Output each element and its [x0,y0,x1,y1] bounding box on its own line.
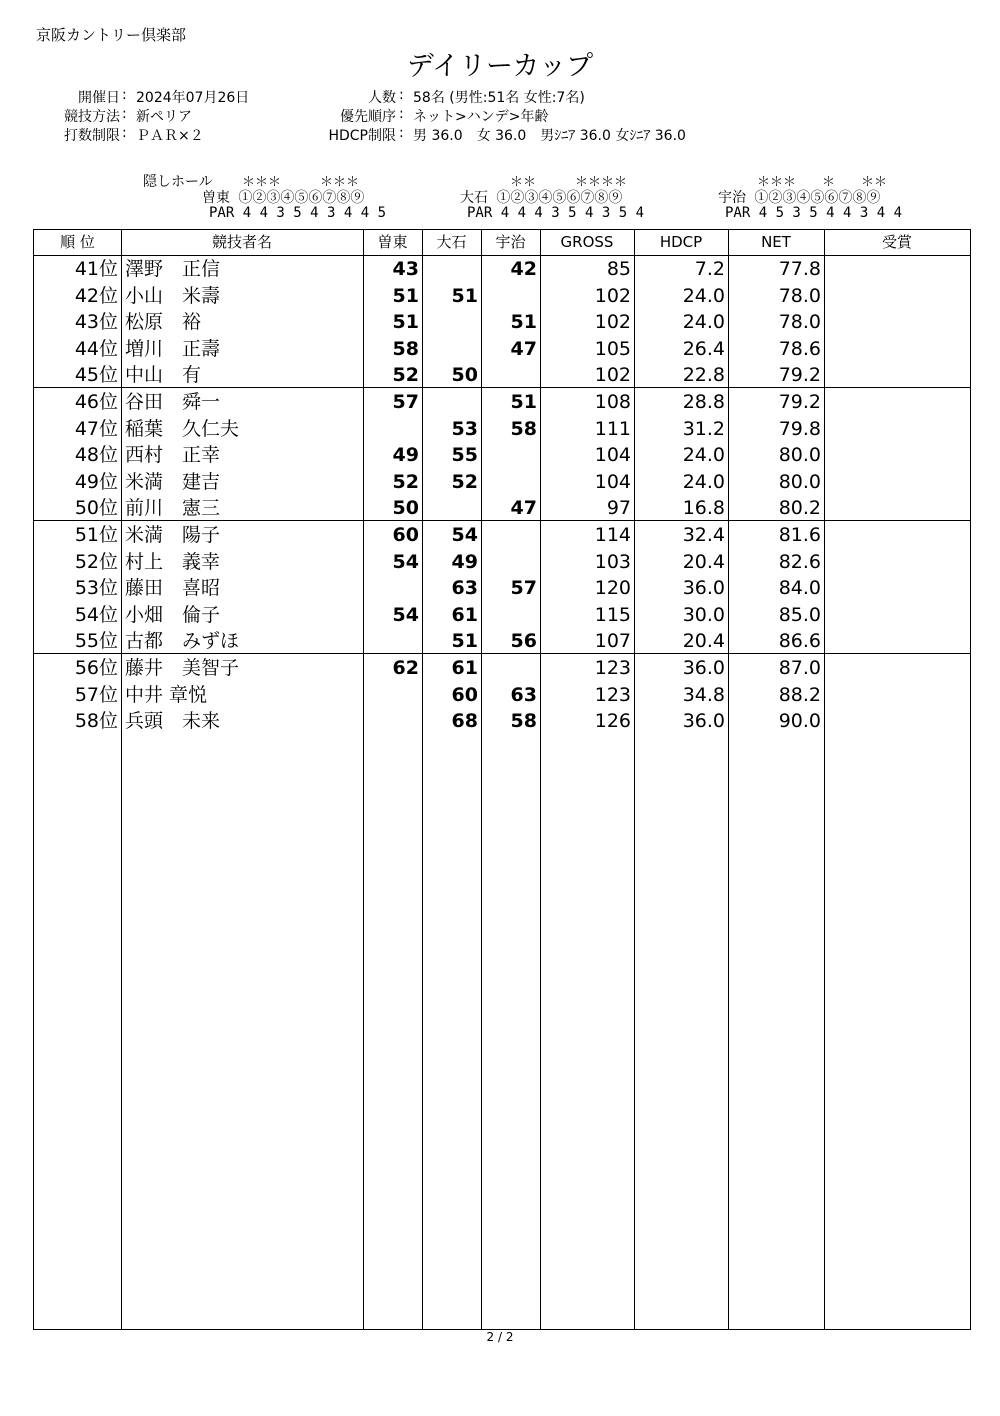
header-player-name: 競技者名 [211,233,272,251]
gross-cell: 104 [594,444,631,467]
results-table [33,229,971,1330]
net-cell: 86.6 [778,630,821,653]
player-name-cell: 澤野 正信 [125,258,221,280]
soto-score-cell: 62 [392,657,419,680]
oishi-score-cell: 50 [451,364,478,386]
rank-cell: 58位 [74,710,118,733]
uji-score-cell: 57 [510,577,537,600]
net-cell: 87.0 [778,657,821,680]
net-cell: 79.8 [778,417,821,440]
soto-score-cell: 51 [392,284,419,307]
net-cell: 78.0 [778,284,821,307]
soto-score-cell: 49 [392,444,419,467]
header-award: 受賞 [881,233,912,251]
net-cell: 77.8 [778,258,821,280]
info-label-hdcp: HDCP制限 [328,128,396,144]
hdcp-cell: 24.0 [682,311,725,333]
rank-cell: 51位 [74,524,118,547]
course-line-uji: 宇治 ①②③④⑤⑥⑦⑧⑨ [718,190,881,206]
uji-score-cell: 47 [510,497,537,520]
player-name-cell: 中井 章悦 [125,683,208,706]
rank-cell: 42位 [74,284,118,307]
hdcp-cell: 24.0 [682,470,725,493]
gross-cell: 103 [594,550,631,573]
info-label-limit: 打数制限 [64,128,120,144]
soto-score-cell: 60 [392,524,419,547]
uji-score-cell: 58 [510,417,537,440]
info-label-method: 競技方法 [64,109,120,125]
gross-cell: 105 [594,337,631,360]
net-cell: 80.2 [778,497,821,520]
gross-cell: 114 [594,524,631,547]
gross-cell: 102 [594,364,631,386]
net-cell: 80.0 [778,444,821,467]
table-row [34,575,970,602]
soto-score-cell: 50 [392,497,419,520]
hdcp-cell: 36.0 [682,657,725,680]
hdcp-cell: 24.0 [682,444,725,467]
gross-cell: 115 [594,603,631,626]
rank-cell: 47位 [74,417,118,440]
player-name-cell: 米満 建吉 [125,470,221,493]
player-name-cell: 前川 憲三 [125,497,221,520]
rank-cell: 46位 [74,391,118,414]
club-name: 京阪カントリー倶楽部 [36,26,187,44]
oishi-score-cell: 68 [451,710,478,733]
rank-cell: 55位 [74,630,118,653]
uji-score-cell: 51 [510,391,537,414]
net-cell: 80.0 [778,470,821,493]
table-row [34,256,970,283]
table-row [34,628,970,655]
net-cell: 82.6 [778,550,821,573]
rank-cell: 41位 [74,258,118,280]
info-value-count: 58名 (男性:51名 女性:7名) [413,90,585,106]
page-number: 2 / 2 [486,1330,514,1344]
rank-cell: 53位 [74,577,118,600]
gross-cell: 120 [594,577,631,600]
net-cell: 88.2 [778,683,821,706]
uji-score-cell: 47 [510,337,537,360]
course-line-oishi: 大石 ①②③④⑤⑥⑦⑧⑨ [460,190,623,206]
oishi-score-cell: 49 [451,550,478,573]
header-hdcp: HDCP [659,233,703,251]
soto-score-cell: 43 [392,258,419,280]
gross-cell: 111 [594,417,631,440]
rank-cell: 56位 [74,657,118,680]
soto-score-cell: 52 [392,470,419,493]
hdcp-cell: 28.8 [682,391,725,414]
net-cell: 85.0 [778,603,821,626]
hdcp-cell: 36.0 [682,710,725,733]
hdcp-cell: 36.0 [682,577,725,600]
player-name-cell: 松原 裕 [125,311,202,333]
gross-cell: 123 [594,683,631,706]
table-row [34,416,970,443]
info-colon: : [122,87,127,103]
player-name-cell: 谷田 舜一 [125,391,221,414]
player-name-cell: 村上 義幸 [125,550,221,573]
table-row [34,309,970,336]
info-label-priority: 優先順序 [340,109,396,125]
hdcp-cell: 26.4 [682,337,725,360]
table-row [34,602,970,629]
oishi-score-cell: 53 [451,417,478,440]
hidden-holes-label: 隠しホール [143,174,213,190]
info-colon: : [399,106,404,122]
header-soto: 曽東 [377,233,408,251]
hidden-marks-oishi: ＊＊ ＊＊＊＊ [497,175,628,190]
table-row [34,708,970,735]
rank-cell: 44位 [74,337,118,360]
net-cell: 81.6 [778,524,821,547]
hdcp-cell: 32.4 [682,524,725,547]
info-value-limit: ＰＡＲ×２ [136,128,204,144]
gross-cell: 97 [606,497,631,520]
course-line-soto: 曽東 ①②③④⑤⑥⑦⑧⑨ [202,190,365,206]
player-name-cell: 古都 みずほ [125,630,240,653]
uji-score-cell: 58 [510,710,537,733]
header-oishi: 大石 [436,233,467,251]
info-colon: : [122,125,127,141]
info-colon: : [122,106,127,122]
net-cell: 78.6 [778,337,821,360]
oishi-score-cell: 63 [451,577,478,600]
oishi-score-cell: 51 [451,630,478,653]
soto-score-cell: 54 [392,603,419,626]
player-name-cell: 藤田 喜昭 [125,577,221,600]
info-value-method: 新ペリア [136,109,192,125]
table-row [34,495,970,522]
soto-score-cell: 54 [392,550,419,573]
table-row [34,522,970,549]
gross-cell: 85 [606,258,631,280]
info-value-priority: ネット>ハンデ>年齢 [413,109,549,125]
gross-cell: 126 [594,710,631,733]
player-name-cell: 西村 正幸 [125,444,221,467]
player-name-cell: 小山 米壽 [125,284,221,307]
rank-cell: 48位 [74,444,118,467]
table-row [34,682,970,709]
header-uji: 宇治 [495,233,526,251]
rank-cell: 43位 [74,311,118,333]
rank-cell: 49位 [74,470,118,493]
info-label-count: 人数 [368,90,396,106]
par-line-uji: PAR 4 5 3 5 4 4 3 4 4 [725,205,903,221]
header-net: NET [761,233,791,251]
net-cell: 79.2 [778,364,821,386]
table-row [34,336,970,363]
rank-cell: 45位 [74,364,118,386]
hdcp-cell: 34.8 [682,683,725,706]
table-row [34,442,970,469]
uji-score-cell: 42 [510,258,537,280]
hdcp-cell: 20.4 [682,630,725,653]
oishi-score-cell: 61 [451,603,478,626]
oishi-score-cell: 61 [451,657,478,680]
rank-cell: 54位 [74,603,118,626]
oishi-score-cell: 52 [451,470,478,493]
gross-cell: 123 [594,657,631,680]
hdcp-cell: 31.2 [682,417,725,440]
table-row [34,469,970,496]
table-row [34,283,970,310]
info-value-date: 2024年07月26日 [136,90,250,106]
table-row [34,655,970,682]
soto-score-cell: 57 [392,391,419,414]
soto-score-cell: 58 [392,337,419,360]
info-colon: : [399,87,404,103]
soto-score-cell: 52 [392,364,419,386]
net-cell: 84.0 [778,577,821,600]
gross-cell: 102 [594,311,631,333]
par-line-oishi: PAR 4 4 4 3 5 4 3 5 4 [467,205,645,221]
hidden-marks-soto: ＊＊＊ ＊＊＊ [242,175,360,190]
table-row [34,549,970,576]
player-name-cell: 兵頭 未来 [125,710,221,733]
uji-score-cell: 63 [510,683,537,706]
player-name-cell: 米満 陽子 [125,524,221,547]
gross-cell: 104 [594,470,631,493]
uji-score-cell: 56 [510,630,537,653]
info-value-hdcp: 男 36.0 女 36.0 男ｼﾆｱ 36.0 女ｼﾆｱ 36.0 [413,128,686,144]
hdcp-cell: 22.8 [682,364,725,386]
oishi-score-cell: 60 [451,683,478,706]
info-label-date: 開催日 [78,90,120,106]
net-cell: 79.2 [778,391,821,414]
gross-cell: 107 [594,630,631,653]
header-gross: GROSS [560,233,614,251]
soto-score-cell: 51 [392,311,419,333]
hdcp-cell: 20.4 [682,550,725,573]
oishi-score-cell: 54 [451,524,478,547]
player-name-cell: 中山 有 [125,364,202,386]
player-name-cell: 藤井 美智子 [125,657,240,680]
hdcp-cell: 24.0 [682,284,725,307]
gross-cell: 108 [594,391,631,414]
player-name-cell: 小畑 倫子 [125,603,221,626]
net-cell: 90.0 [778,710,821,733]
rank-cell: 57位 [74,683,118,706]
table-row [34,362,970,389]
rank-cell: 52位 [74,550,118,573]
header-rank: 順 位 [60,233,95,251]
player-name-cell: 稲葉 久仁夫 [125,417,240,440]
hdcp-cell: 16.8 [682,497,725,520]
oishi-score-cell: 55 [451,444,478,467]
oishi-score-cell: 51 [451,284,478,307]
gross-cell: 102 [594,284,631,307]
info-colon: : [399,125,404,141]
par-line-soto: PAR 4 4 3 5 4 3 4 4 5 [209,205,387,221]
player-name-cell: 増川 正壽 [125,337,221,360]
hdcp-cell: 30.0 [682,603,725,626]
net-cell: 78.0 [778,311,821,333]
rank-cell: 50位 [74,497,118,520]
uji-score-cell: 51 [510,311,537,333]
page-title: デイリーカップ [406,51,594,82]
table-row [34,389,970,416]
hdcp-cell: 7.2 [694,258,725,280]
hidden-marks-uji: ＊＊＊ ＊ ＊＊ [757,175,888,190]
